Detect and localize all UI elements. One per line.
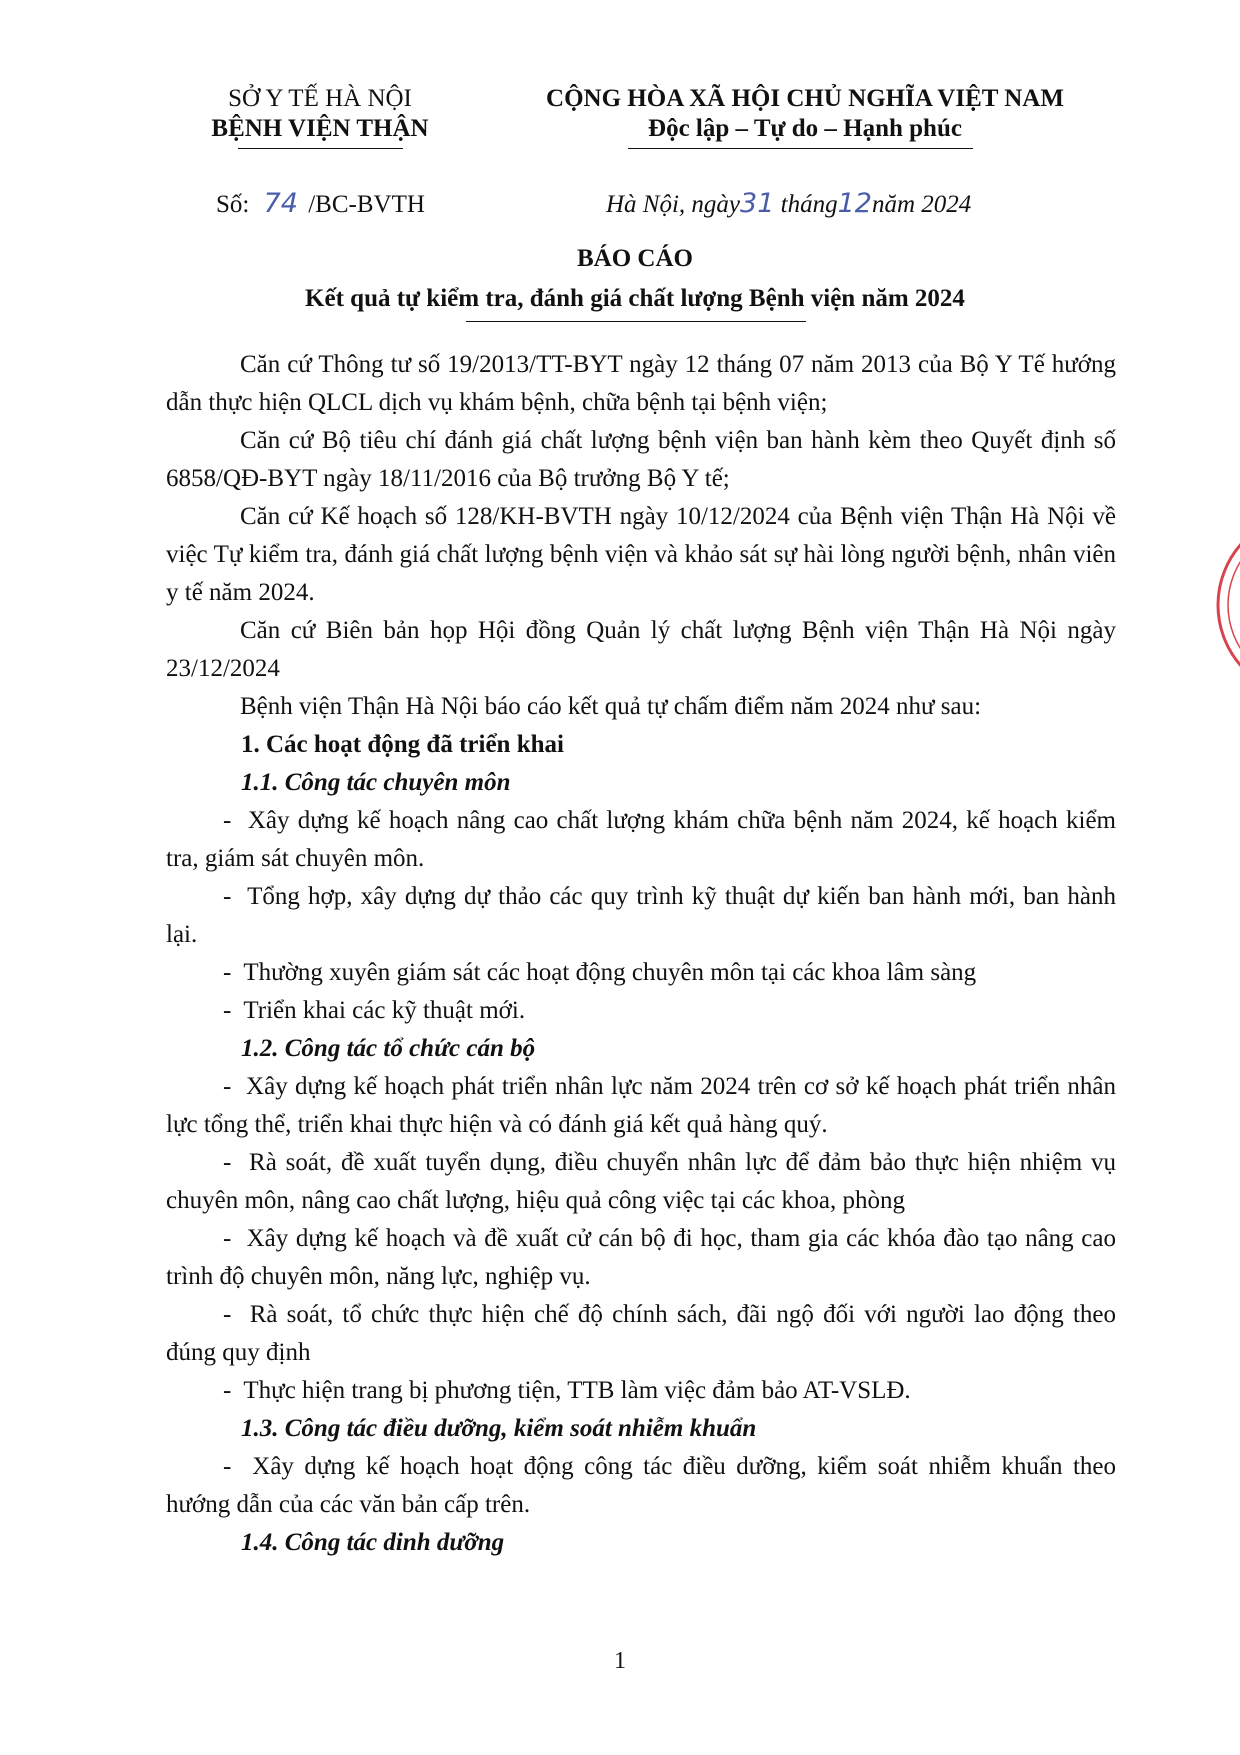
number-prefix: Số: [216, 191, 250, 218]
date-place: Hà Nội, ngày [606, 191, 741, 218]
section-1-4-heading: 1.4. Công tác dinh dưỡng [241, 1529, 505, 1556]
basis-paragraph-2: Căn cứ Bộ tiêu chí đánh giá chất lượng bệnh viện ban hành kèm theo Quyết định số 6858/QĐ-BYT ngày 18/11/2016 của Bộ trưởng Bộ Y tế; [166, 427, 1116, 492]
date-month-label: tháng [780, 191, 838, 218]
basis-paragraph-1: Căn cứ Thông tư số 19/2013/TT-BYT ngày 12 tháng 07 năm 2013 của Bộ Y Tế hướng dẫn thực hiện QLCL dịch vụ khám bệnh, chữa bệnh tại bệnh viện; [166, 351, 1116, 416]
section-1-2-heading: 1.2. Công tác tổ chức cán bộ [241, 1035, 536, 1062]
intro-paragraph: Bệnh viện Thận Hà Nội báo cáo kết quả tự chấm điểm năm 2024 như sau: [240, 693, 982, 720]
date-year: năm 2024 [871, 191, 972, 218]
list-item: - Xây dựng kế hoạch nâng cao chất lượng khám chữa bệnh năm 2024, kế hoạch kiểm tra, giám sát chuyên môn. [166, 802, 1116, 878]
red-stamp-fragment [1200, 530, 1240, 680]
document-date [606, 187, 971, 222]
hospital-name: BỆNH VIỆN THẬN [211, 115, 429, 142]
section-1-1-heading: 1.1. Công tác chuyên môn [241, 769, 511, 796]
agency-header [180, 84, 460, 144]
number-suffix: /BC-BVTH [308, 191, 425, 218]
basis-paragraph-4: Căn cứ Biên bản họp Hội đồng Quản lý chất lượng Bệnh viện Thận Hà Nội ngày 23/12/2024 [166, 617, 1116, 682]
national-header [480, 84, 1130, 144]
agency-underline [238, 148, 403, 149]
section-1-heading: 1. Các hoạt động đã triển khai [241, 731, 564, 758]
national-title: CỘNG HÒA XÃ HỘI CHỦ NGHĨA VIỆT NAM [546, 85, 1064, 112]
handwritten-month: 12 [837, 188, 872, 219]
document-subtitle: Kết quả tự kiểm tra, đánh giá chất lượng Bệnh viện năm 2024 [305, 285, 965, 312]
motto-underline [628, 148, 973, 149]
handwritten-day: 31 [740, 188, 775, 219]
list-item: - Thực hiện trang bị phương tiện, TTB làm việc đảm bảo AT-VSLĐ. [166, 1372, 1116, 1410]
list-item: - Tổng hợp, xây dựng dự thảo các quy trình kỹ thuật dự kiến ban hành mới, ban hành lại. [166, 878, 1116, 954]
list-item: - Xây dựng kế hoạch và đề xuất cử cán bộ đi học, tham gia các khóa đào tạo nâng cao trình độ chuyên môn, năng lực, nghiệp vụ. [166, 1220, 1116, 1296]
page-number: 1 [614, 1648, 626, 1674]
list-item: - Rà soát, tổ chức thực hiện chế độ chính sách, đãi ngộ đối với người lao động theo đúng quy định [166, 1296, 1116, 1372]
title-underline [466, 321, 806, 322]
list-item: - Thường xuyên giám sát các hoạt động chuyên môn tại các khoa lâm sàng [166, 954, 1116, 992]
document-body [166, 346, 1116, 1562]
handwritten-number: 74 [263, 188, 298, 219]
national-motto: Độc lập – Tự do – Hạnh phúc [648, 115, 962, 142]
basis-paragraph-3: Căn cứ Kế hoạch số 128/KH-BVTH ngày 10/12/2024 của Bệnh viện Thận Hà Nội về việc Tự kiểm tra, đánh giá chất lượng bệnh viện và khảo sát sự hài lòng người bệnh, nhân viên y tế năm 2024. [166, 503, 1116, 606]
list-item: - Xây dựng kế hoạch hoạt động công tác điều dưỡng, kiểm soát nhiễm khuẩn theo hướng dẫn của các văn bản cấp trên. [166, 1448, 1116, 1524]
parent-agency: SỞ Y TẾ HÀ NỘI [228, 85, 412, 112]
list-item: - Triển khai các kỹ thuật mới. [166, 992, 1116, 1030]
section-1-3-heading: 1.3. Công tác điều dưỡng, kiểm soát nhiễm khuẩn [241, 1415, 757, 1442]
list-item: - Rà soát, đề xuất tuyển dụng, điều chuyển nhân lực để đảm bảo thực hiện nhiệm vụ chuyên môn, nâng cao chất lượng, hiệu quả công việc tại các khoa, phòng [166, 1144, 1116, 1220]
document-title: BÁO CÁO [577, 245, 693, 272]
document-number [216, 187, 425, 222]
list-item: - Xây dựng kế hoạch phát triển nhân lực năm 2024 trên cơ sở kế hoạch phát triển nhân lực tổng thể, triển khai thực hiện và có đánh giá kết quả hàng quý. [166, 1068, 1116, 1144]
